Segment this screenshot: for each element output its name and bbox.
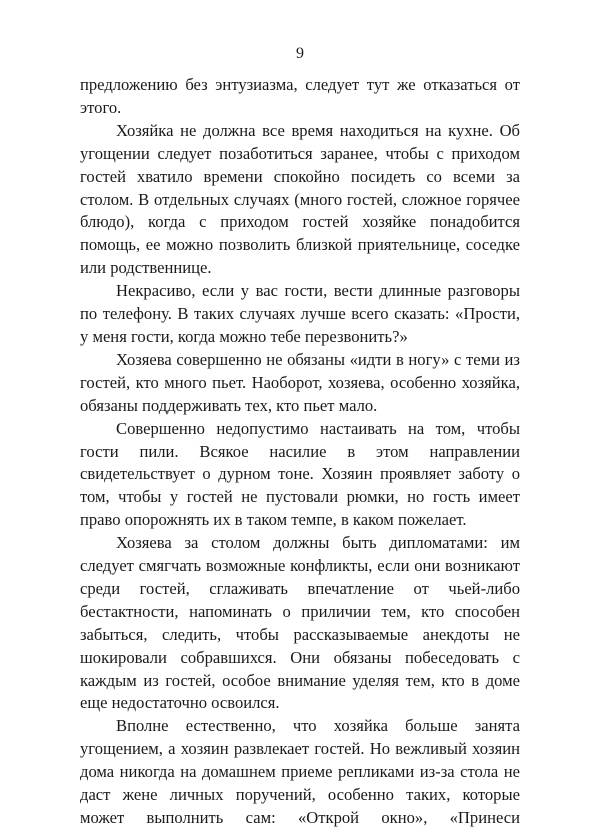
paragraph: Хозяева за столом должны быть дипломатами: им следует смягчать возможные конфликты, если они возникают среди гостей, сглаживать впечатление от чьей-либо бестактности, напоминать о приличии тем, кто способен забыться, следить, чтобы рассказываемые анекдоты не шокировали собравшихся. Они обязаны побеседовать с каждым из гостей, особое внимание уделяя тем, кто в доме еще недостаточно освоился. [80, 533, 520, 713]
paragraph: Совершенно недопустимо настаивать на том, чтобы гости пили. Всякое насилие в этом направлении свидетельствует о дурном тоне. Хозяин проявляет заботу о том, чтобы у гостей не пустовали рюмки, но гость имеет право опорожнять их в таком темпе, в каком пожелает. [80, 418, 520, 530]
paragraph: Некрасиво, если у вас гости, вести длинные разговоры по телефону. В таких случаях лучше всего сказать: «Прости, у меня гости, когда можно тебе перезвонить?» [80, 281, 520, 346]
paragraph: предложению без энтузиазма, следует тут же отказаться от этого. [80, 75, 520, 117]
paragraph: Хозяева совершенно не обязаны «идти в ногу» с теми из гостей, кто много пьет. Наоборот, хозяева, особенно хозяйка, обязаны поддерживать тех, кто пьет мало. [80, 349, 520, 415]
paragraph: Хозяйка не должна все время находиться на кухне. Об угощении следует позаботиться заранее, чтобы с приходом гостей хватило времени спокойно посидеть со всеми за столом. В отдельных случаях (много гостей, сложное горячее блюдо), когда с приходом гостей хозяйке понадобится помощь, ее можно позволить близкой приятельнице, соседке или родственнице. [80, 120, 520, 278]
paragraph: Вполне естественно, что хозяйка больше занята угощением, а хозяин развлекает гостей. Но вежливый хозяин дома никогда на домашнем приеме репликами из-за стола не даст жене личных поручений, особенно таких, которые может выполнить сам: «Открой окно», «Принеси [80, 716, 520, 827]
body-text [80, 74, 520, 830]
page-number: 9 [296, 45, 304, 62]
